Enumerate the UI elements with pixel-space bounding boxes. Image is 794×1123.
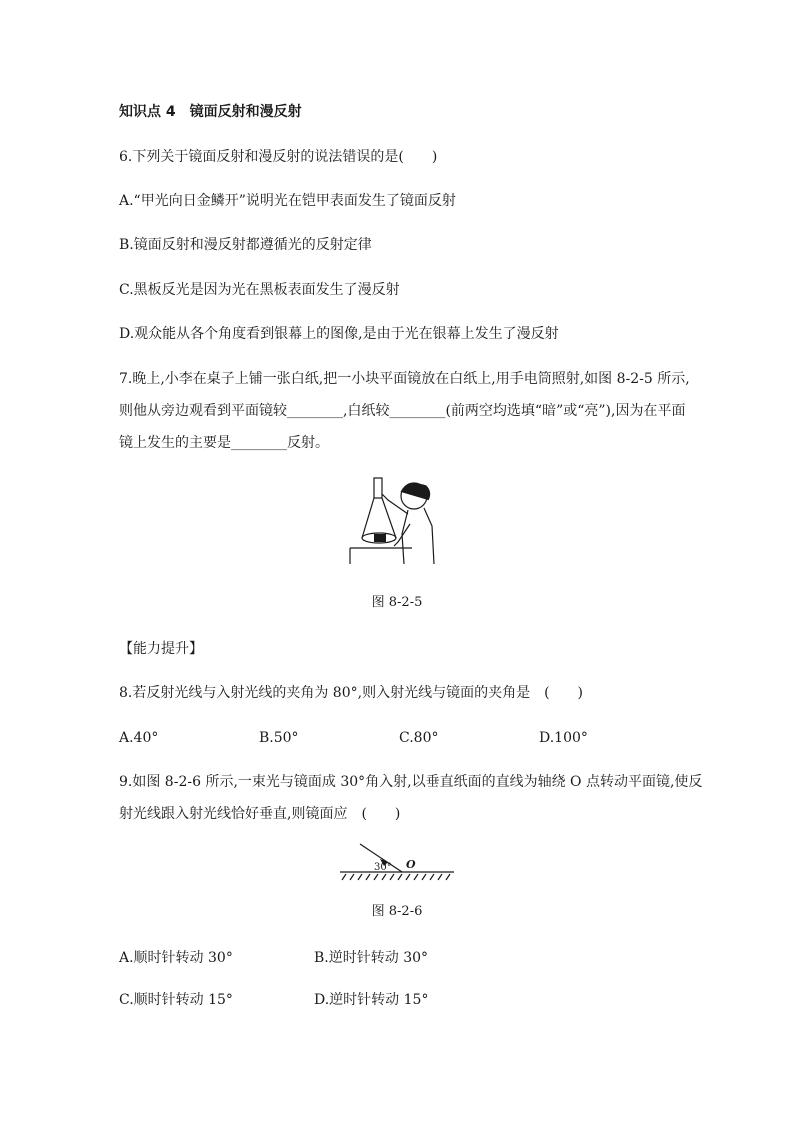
question-9-option-d: D.逆时针转动 15° <box>314 992 429 1008</box>
figure-8-2-5-caption: 图 8-2-5 <box>371 595 423 610</box>
question-6-option-c: C.黑板反光是因为光在黑板表面发生了漫反射 <box>119 282 400 298</box>
question-8-option-a: A.40° <box>119 730 159 746</box>
question-7-line-3: 镜上发生的主要是________反射。 <box>119 435 329 451</box>
question-7-line-2: 则他从旁边观看到平面镜较________,白纸较________(前两空均选填“暗”或“亮”),因为在平面 <box>119 403 686 419</box>
question-8-stem: 8.若反射光线与入射光线的夹角为 80°,则入射光线与镜面的夹角是 ( ) <box>119 685 583 701</box>
question-9-line-1: 9.如图 8-2-6 所示,一束光与镜面成 30°角入射,以垂直纸面的直线为轴绕 O 点转动平面镜,使反 <box>119 774 703 790</box>
question-6-option-d: D.观众能从各个角度看到银幕上的图像,是由于光在银幕上发生了漫反射 <box>119 326 559 342</box>
question-8-option-d: D.100° <box>539 730 588 746</box>
section-heading: 知识点 4 镜面反射和漫反射 <box>119 104 302 120</box>
question-6-stem: 6.下列关于镜面反射和漫反射的说法错误的是( ) <box>119 149 438 165</box>
ability-heading: 【能力提升】 <box>119 641 203 657</box>
question-9-option-c: C.顺时针转动 15° <box>119 992 233 1008</box>
figure-8-2-6-illustration <box>338 840 456 882</box>
figure-8-2-6-angle-label: 30° <box>374 862 392 873</box>
question-8-option-b: B.50° <box>259 730 299 746</box>
figure-8-2-6-caption: 图 8-2-6 <box>371 904 423 919</box>
question-9-option-a: A.顺时针转动 30° <box>119 950 233 966</box>
question-6-option-b: B.镜面反射和漫反射都遵循光的反射定律 <box>119 237 372 253</box>
question-8-option-c: C.80° <box>399 730 439 746</box>
question-9-line-2: 射光线跟入射光线恰好垂直,则镜面应 ( ) <box>119 806 401 822</box>
question-6-option-a: A.“甲光向日金鳞开”说明光在铠甲表面发生了镜面反射 <box>119 193 456 209</box>
question-7-line-1: 7.晚上,小李在桌子上铺一张白纸,把一小块平面镜放在白纸上,用手电筒照射,如图 8-2-5 所示, <box>119 371 690 387</box>
figure-8-2-6-point-label: O <box>406 858 416 871</box>
question-9-option-b: B.逆时针转动 30° <box>314 950 429 966</box>
figure-8-2-5-illustration <box>348 474 448 566</box>
